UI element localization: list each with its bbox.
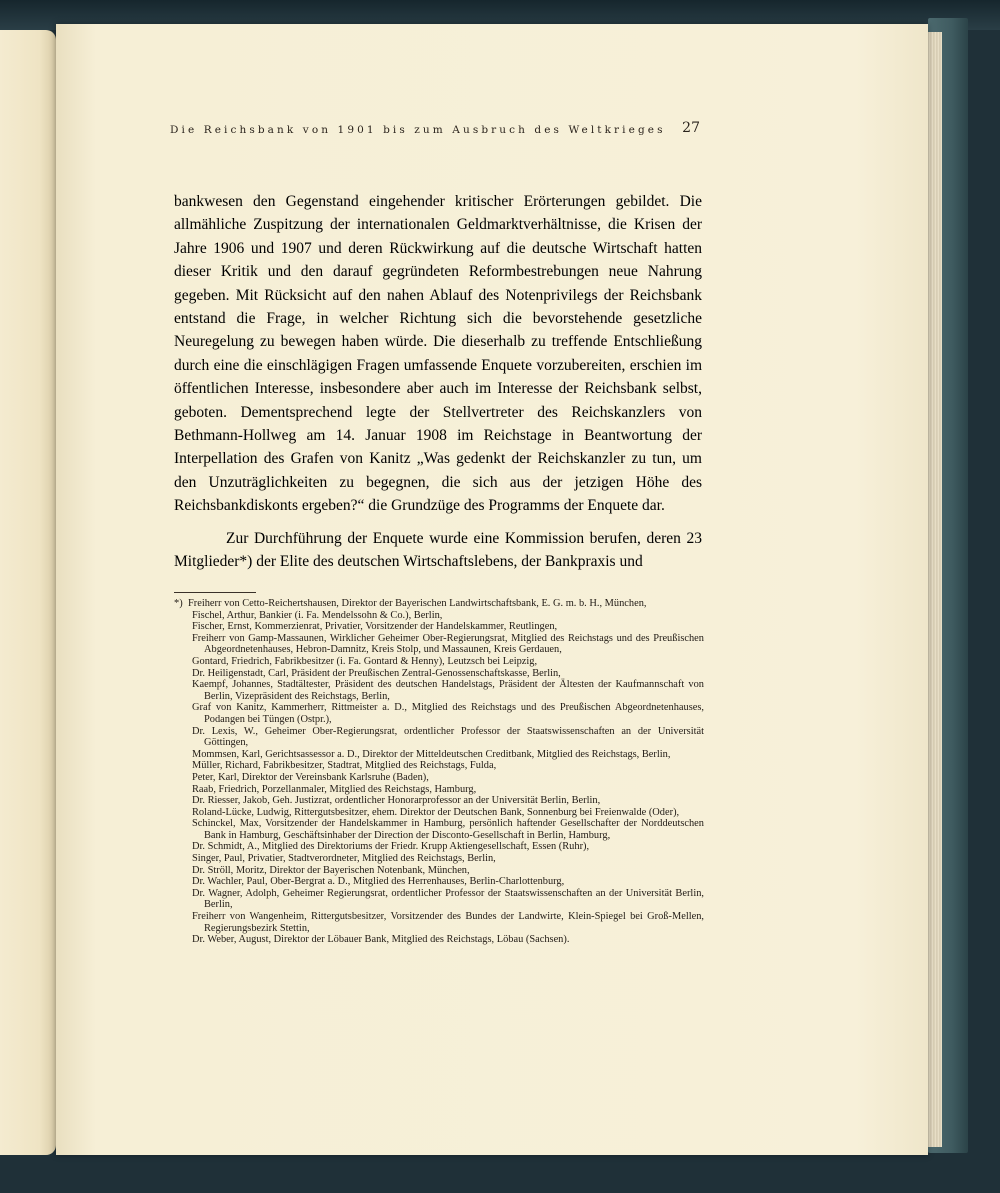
footnote-entry: *) Freiherr von Cetto-Reichertshausen, Direktor der Bayerischen Landwirtschaftsbank, E. G. m. b. H., München, bbox=[174, 598, 647, 609]
running-title: Die Reichsbank von 1901 bis zum Ausbruch des Weltkrieges bbox=[170, 124, 666, 136]
footnote-entry: Peter, Karl, Direktor der Vereinsbank Karlsruhe (Baden), bbox=[192, 771, 429, 783]
footnote-entry: Mommsen, Karl, Gerichtsassessor a. D., Direktor der Mitteldeutschen Creditbank, Mitglied des Reichstags, Berlin, bbox=[192, 748, 671, 760]
footnote-entry: Müller, Richard, Fabrikbesitzer, Stadtrat, Mitglied des Reichstags, Fulda, bbox=[192, 760, 497, 772]
footnote-entry: Schinckel, Max, Vorsitzender der Handelskammer in Hamburg, persönlich haftender Gesellschafter der Norddeutschen Bank in Hamburg, Geschäftsinhaber der Direction der Disconto-Gesellschaft in Berlin, Hamburg, bbox=[192, 818, 704, 841]
footnote-entry: Fischer, Ernst, Kommerzienrat, Privatier, Vorsitzender der Handelskammer, Reutlingen, bbox=[192, 621, 558, 633]
page-number: 27 bbox=[682, 120, 700, 136]
footnote-entry: Gontard, Friedrich, Fabrikbesitzer (i. Fa. Gontard & Henny), Leutzsch bei Leipzig, bbox=[192, 655, 538, 667]
footnote-entry: Kaempf, Johannes, Stadtältester, Präsident des deutschen Handelstags, Präsident der Ältesten der Kaufmannschaft von Berlin, Vizepräsident des Reichstags, Berlin, bbox=[192, 679, 704, 702]
footnote-entry: Dr. Schmidt, A., Mitglied des Direktoriums der Friedr. Krupp Aktiengesellschaft, Essen (Ruhr), bbox=[192, 841, 590, 853]
footnote-entry: Roland-Lücke, Ludwig, Rittergutsbesitzer, ehem. Direktor der Deutschen Bank, Sonnenburg bei Freienwalde (Oder), bbox=[192, 806, 680, 818]
footnotes bbox=[174, 598, 704, 946]
footnote-entry: Dr. Weber, August, Direktor der Löbauer Bank, Mitglied des Reichstags, Löbau (Sachsen). bbox=[192, 934, 570, 946]
running-head bbox=[170, 120, 700, 144]
footnote-entry: Dr. Wagner, Adolph, Geheimer Regierungsrat, ordentlicher Professor der Staatswissenschaften an der Universität Berlin, Berlin, bbox=[192, 887, 704, 911]
footnote-entry: Dr. Heiligenstadt, Carl, Präsident der Preußischen Zentral-Genossenschaftskasse, Berlin, bbox=[192, 667, 561, 679]
footnote-entry: Graf von Kanitz, Kammerherr, Rittmeister a. D., Mitglied des Reichstags und des Preußischen Abgeordnetenhauses, Podangen bei Tüngen (Ostpr.), bbox=[192, 702, 704, 725]
footnote-entry: Dr. Riesser, Jakob, Geh. Justizrat, ordentlicher Honorarprofessor an der Universität Berlin, Berlin, bbox=[192, 795, 601, 807]
footnote-marker: *) bbox=[174, 598, 183, 609]
footnote-entry: Raab, Friedrich, Porzellanmaler, Mitglied des Reichstags, Hamburg, bbox=[192, 783, 477, 795]
paragraph: Zur Durchführung der Enquete wurde eine Kommission berufen, deren 23 Mitglieder*) der Elite des deutschen Wirtschaftslebens, der Bankpraxis und bbox=[174, 529, 702, 571]
footnote-entry: Freiherr von Gamp-Massaunen, Wirklicher Geheimer Ober-Regierungsrat, Mitglied des Reichstags und des Preußischen Abgeordnetenhauses, Hebron-Damnitz, Kreis Stolp, und Massaunen, Kreis Gerdauen, bbox=[192, 632, 704, 656]
footnote-entry: Freiherr von Wangenheim, Rittergutsbesitzer, Vorsitzender des Bundes der Landwirte, Klein-Spiegel bei Groß-Mellen, Regierungsbezirk Stettin, bbox=[192, 911, 704, 934]
footnote-entry: Dr. Lexis, W., Geheimer Ober-Regierungsrat, ordentlicher Professor der Staatswissenschaften an der Universität Göttingen, bbox=[192, 725, 704, 749]
paragraph: bankwesen den Gegenstand eingehender kritischer Erörterungen gebildet. Die allmähliche Zuspitzung der internationalen Geldmarktverhältnisse, die Krisen der Jahre 1906 und 1907 und deren Rückwirkung auf die deutsche Wirtschaft hatten dieser Kritik und den darauf gegründeten Reformbestrebungen neue Nahrung gegeben. Mit Rücksicht auf den nahen Ablauf des Notenprivilegs der Reichsbank entstand die Frage, in welcher Richtung sich die bevorstehende gesetzliche Neuregelung zu bewegen haben würde. Die dieserhalb zu treffende Entschließung durch eine die einschlägigen Fragen umfassende Enquete vorzubereiten, erschien im öffentlichen Interesse, insbesondere aber auch im Interesse der Reichsbank selbst, geboten. Dementsprechend legte der Stellvertreter des Reichskanzlers von Bethmann-Hollweg am 14. Januar 1908 im Reichstage in Beantwortung der Interpellation des Grafen von Kanitz „Was gedenkt der Reichskanzler zu tun, um den Unzuträglichkeiten zu begegnen, die sich aus der jetzigen Höhe des Reichsbankdiskonts ergeben?“ die Grundzüge des Programms der Enquete dar. bbox=[174, 193, 702, 515]
footnote-entry: Dr. Ströll, Moritz, Direktor der Bayerischen Notenbank, München, bbox=[192, 864, 470, 876]
left-page-edge bbox=[0, 30, 56, 1155]
footnote-rule bbox=[174, 592, 256, 593]
footnote-entry: Fischel, Arthur, Bankier (i. Fa. Mendelssohn & Co.), Berlin, bbox=[192, 609, 443, 621]
footnote-entry: Singer, Paul, Privatier, Stadtverordneter, Mitglied des Reichstags, Berlin, bbox=[192, 853, 496, 865]
footnote-entry: Dr. Wachler, Paul, Ober-Bergrat a. D., Mitglied des Herrenhauses, Berlin-Charlottenburg, bbox=[192, 876, 565, 888]
main-text bbox=[174, 190, 702, 574]
